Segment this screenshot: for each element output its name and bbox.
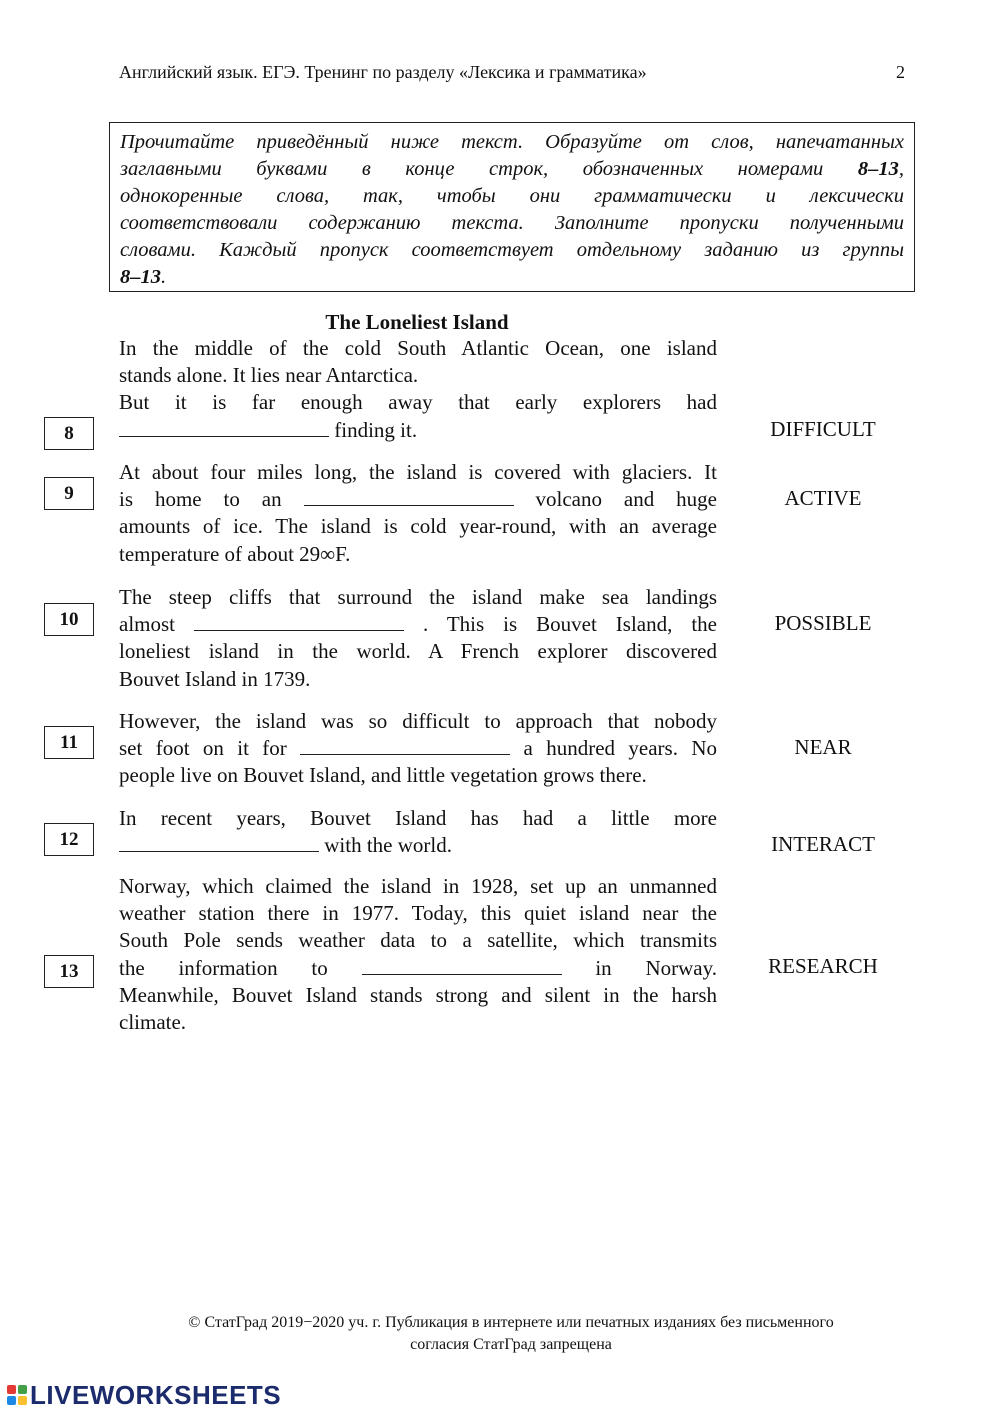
header-title: Английский язык. ЕГЭ. Тренинг по разделу «Лексика и грамматика» xyxy=(119,62,647,82)
instructions-text: заглавными буквами в конце строк, обозначенных номерами xyxy=(120,158,858,180)
story-paragraph-13 xyxy=(119,873,717,1036)
text-line: In the middle of the cold South Atlantic Ocean, one island xyxy=(119,336,717,360)
logo-square xyxy=(7,1385,16,1394)
answer-blank-11[interactable] xyxy=(300,737,510,755)
footer-line: © СтатГрад 2019−2020 уч. г. Публикация в интернете или печатных изданиях без письменного xyxy=(188,1314,834,1331)
text-line: stands alone. It lies near Antarctica. xyxy=(119,363,419,388)
text-line: But it is far enough away that early explorers had xyxy=(119,390,717,415)
answer-blank-12[interactable] xyxy=(119,834,319,852)
text-line xyxy=(119,417,717,444)
task-number-box: 9 xyxy=(44,477,94,510)
text-line: weather station there in 1977. Today, this quiet island near the xyxy=(119,901,717,926)
instructions-line: Прочитайте приведённый ниже текст. Образуйте от слов, напечатанных xyxy=(120,131,904,153)
text-line: people live on Bouvet Island, and little vegetation grows there. xyxy=(119,763,647,788)
keyword: NEAR xyxy=(794,735,852,759)
task-range: 8–13 xyxy=(120,266,161,288)
page-header xyxy=(119,62,905,88)
text-line xyxy=(119,611,717,638)
answer-blank-9[interactable] xyxy=(304,488,514,506)
task-number-box: 8 xyxy=(44,417,94,450)
task-number-box: 12 xyxy=(44,823,94,856)
answer-blank-10[interactable] xyxy=(194,613,404,631)
text-fragment: almost xyxy=(119,612,194,637)
text-fragment: finding it. xyxy=(329,417,418,442)
keyword: POSSIBLE xyxy=(774,611,872,635)
text-line xyxy=(119,735,717,762)
instructions-text: , xyxy=(898,158,904,180)
keyword: DIFFICULT xyxy=(770,417,876,441)
instructions-line xyxy=(120,156,904,183)
text-fragment: a hundred years. No xyxy=(510,736,718,761)
footer-line: согласия СтатГрад запрещена xyxy=(410,1336,612,1353)
task-number-box: 13 xyxy=(44,955,94,988)
logo-square xyxy=(18,1385,27,1394)
text-line: Norway, which claimed the island in 1928, set up an unmanned xyxy=(119,874,717,898)
liveworksheets-logo-icon xyxy=(7,1385,27,1405)
task-number-box: 10 xyxy=(44,603,94,636)
story-title: The Loneliest Island xyxy=(325,310,509,334)
logo-square xyxy=(18,1396,27,1405)
text-fragment: set foot on it for xyxy=(119,736,301,761)
text-line: amounts of ice. The island is cold year-round, with an average xyxy=(119,514,717,539)
text-line xyxy=(119,955,717,982)
instructions-box xyxy=(109,122,915,292)
text-line: The steep cliffs that surround the island make sea landings xyxy=(119,585,717,609)
text-line: At about four miles long, the island is covered with glaciers. It xyxy=(119,460,717,484)
task-number-box: 11 xyxy=(44,726,94,759)
text-fragment: the information to xyxy=(119,955,362,980)
text-line: In recent years, Bouvet Island has had a little more xyxy=(119,806,717,830)
story-paragraph-intro xyxy=(119,335,717,444)
text-fragment: . This is Bouvet Island, the xyxy=(403,612,717,637)
text-line: However, the island was so difficult to approach that nobody xyxy=(119,709,717,733)
text-fragment: in Norway. xyxy=(561,955,717,980)
copyright-footer xyxy=(100,1312,922,1356)
story-paragraph-9 xyxy=(119,459,717,568)
instructions-line: словами. Каждый пропуск соответствует отдельному заданию из группы xyxy=(120,239,904,261)
text-fragment: is home to an xyxy=(119,487,304,512)
text-fragment: volcano and huge xyxy=(513,487,717,512)
page-number: 2 xyxy=(896,62,905,82)
story-paragraph-10 xyxy=(119,584,717,693)
text-line: Meanwhile, Bouvet Island stands strong and silent in the harsh xyxy=(119,982,717,1007)
story-paragraph-11 xyxy=(119,708,717,790)
text-line xyxy=(119,486,717,513)
text-line: climate. xyxy=(119,1010,187,1035)
instructions-line xyxy=(120,264,904,291)
answer-blank-13[interactable] xyxy=(362,957,562,975)
instructions-line: однокоренные слова, так, чтобы они грамматически и лексически xyxy=(120,185,904,207)
instructions-text: . xyxy=(161,266,167,288)
keyword: RESEARCH xyxy=(768,954,878,978)
text-line xyxy=(119,832,717,859)
liveworksheets-logo[interactable] xyxy=(7,1380,281,1410)
text-line: temperature of about 29∞F. xyxy=(119,541,351,566)
logo-text: LIVEWORKSHEETS xyxy=(30,1379,282,1410)
logo-square xyxy=(7,1396,16,1405)
instructions-line: соответствовали содержанию текста. Заполните пропуски полученными xyxy=(120,212,904,234)
keyword: ACTIVE xyxy=(784,486,862,510)
text-line: loneliest island in the world. A French explorer discovered xyxy=(119,639,717,664)
text-line: Bouvet Island in 1739. xyxy=(119,666,311,691)
task-range: 8–13 xyxy=(857,158,899,180)
keyword: INTERACT xyxy=(771,832,875,856)
story-paragraph-12 xyxy=(119,805,717,859)
answer-blank-8[interactable] xyxy=(119,419,329,437)
text-fragment: with the world. xyxy=(319,833,452,858)
text-line: South Pole sends weather data to a satellite, which transmits xyxy=(119,928,717,953)
